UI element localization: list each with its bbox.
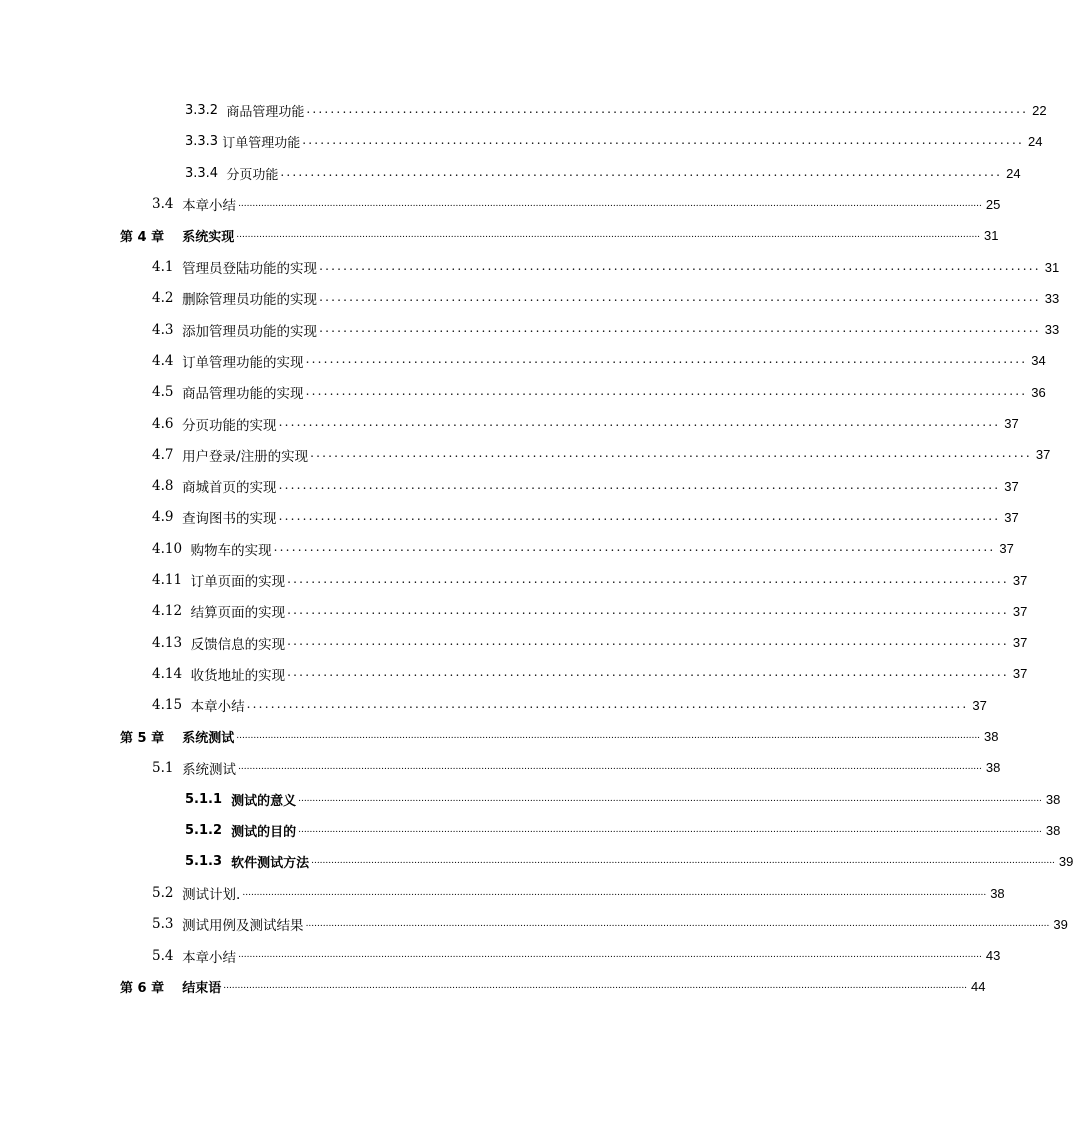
dot-leader: .................................................................................................................................................................................................................................................................... xyxy=(298,824,1042,835)
toc-entry-title: 查询图书的实现 xyxy=(182,511,277,528)
toc-entry-page-number: 37 xyxy=(999,541,1014,557)
toc-entry-page-number: 37 xyxy=(1035,447,1051,463)
toc-entry-page-number: 25 xyxy=(985,196,1001,212)
dot-leader: ........................................................................................................................ xyxy=(310,446,1032,461)
dot-leader: .................................................................................................................................................................................................................................................................... xyxy=(298,793,1042,804)
toc-entry[interactable] xyxy=(152,909,1068,940)
toc-entry-number: 5.4 xyxy=(152,947,183,964)
toc-entry[interactable] xyxy=(185,158,1021,189)
toc-entry-page-number: 37 xyxy=(1012,666,1028,682)
toc-entry-number: 4.5 xyxy=(152,384,183,401)
toc-entry-title: 订单页面的实现 xyxy=(190,574,286,590)
dot-leader: ........................................................................................................................ xyxy=(273,540,996,555)
dot-leader: ........................................................................................................................ xyxy=(280,164,1003,179)
toc-entry-number: 4.8 xyxy=(152,478,183,495)
toc-entry-number: 4.1 xyxy=(152,259,183,275)
toc-entry-page-number: 37 xyxy=(1004,478,1019,494)
dot-leader: ........................................................................................................................ xyxy=(278,508,1001,523)
toc-entry-page-number: 33 xyxy=(1044,322,1060,338)
toc-entry[interactable] xyxy=(185,95,1047,126)
toc-entry[interactable] xyxy=(152,314,1060,345)
toc-entry-number: 4.4 xyxy=(152,352,183,369)
dot-leader: ........................................................................................................................ xyxy=(319,258,1041,273)
toc-entry-title: 系统测试 xyxy=(182,761,237,778)
toc-entry-page-number: 38 xyxy=(985,760,1001,776)
toc-entry-title: 收货地址的实现 xyxy=(190,667,286,684)
toc-entry-number: 3.3.3 xyxy=(185,134,223,150)
toc-entry-number: 5.1.1 xyxy=(185,791,232,807)
toc-entry-title: 反馈信息的实现 xyxy=(190,636,286,653)
toc-entry-page-number: 38 xyxy=(1045,822,1061,838)
dot-leader: ........................................................................................................................ xyxy=(319,289,1041,304)
toc-entry[interactable] xyxy=(152,658,1028,689)
toc-entry[interactable] xyxy=(152,345,1046,376)
toc-entry-title: 测试用例及测试结果 xyxy=(182,918,304,935)
toc-entry-page-number: 37 xyxy=(1012,603,1028,619)
toc-entry-page-number: 39 xyxy=(1053,916,1068,932)
toc-entry-number: 4.6 xyxy=(152,415,183,432)
dot-leader: .................................................................................................................................................................................................................................................................... xyxy=(305,918,1050,929)
dot-leader: ........................................................................................................................ xyxy=(287,634,1009,649)
toc-entry-title: 测试的目的 xyxy=(231,824,297,840)
toc-entry[interactable] xyxy=(120,220,999,251)
toc-entry[interactable] xyxy=(185,846,1073,877)
toc-entry-title: 分页功能的实现 xyxy=(182,417,277,434)
dot-leader: ........................................................................................................................ xyxy=(302,133,1024,148)
toc-entry-page-number: 43 xyxy=(985,948,1001,964)
dot-leader: ........................................................................................................................ xyxy=(287,602,1009,617)
toc-entry-title: 测试计划. xyxy=(182,887,241,903)
dot-leader: ........................................................................................................................ xyxy=(287,665,1009,680)
toc-entry-number: 第 6 章 xyxy=(120,981,183,997)
toc-entry-title: 购物车的实现 xyxy=(190,542,272,559)
toc-entry[interactable] xyxy=(152,752,1001,783)
dot-leader: .................................................................................................................................................................................................................................................................... xyxy=(242,887,987,898)
dot-leader: ........................................................................................................................ xyxy=(319,321,1041,336)
toc-entry-title: 分页功能 xyxy=(226,167,279,183)
toc-entry-number: 5.1 xyxy=(152,759,183,776)
toc-entry-page-number: 38 xyxy=(984,729,999,744)
toc-entry[interactable] xyxy=(152,408,1019,439)
toc-entry-title: 用户登录/注册的实现 xyxy=(182,448,309,465)
dot-leader: ........................................................................................................................ xyxy=(305,383,1028,398)
toc-entry-number: 5.2 xyxy=(152,885,183,901)
toc-entry[interactable] xyxy=(185,784,1061,815)
toc-entry-page-number: 37 xyxy=(972,697,987,713)
toc-entry-title: 软件测试方法 xyxy=(231,856,310,872)
toc-entry-title: 本章小结 xyxy=(182,949,237,966)
toc-entry-number: 4.11 xyxy=(152,572,191,588)
toc-entry-number: 4.15 xyxy=(152,697,191,714)
dot-leader: .................................................................................................................................................................................................................................................................... xyxy=(238,762,982,773)
toc-entry[interactable] xyxy=(152,377,1046,408)
toc-entry-page-number: 22 xyxy=(1032,103,1047,118)
dot-leader: ........................................................................................................................ xyxy=(305,352,1028,367)
toc-entry-title: 系统测试 xyxy=(182,731,235,746)
toc-entry-number: 4.9 xyxy=(152,509,183,526)
toc-entry-page-number: 34 xyxy=(1031,353,1046,369)
toc-entry[interactable] xyxy=(152,502,1019,533)
toc-entry-number: 4.3 xyxy=(152,321,183,338)
dot-leader: .................................................................................................................................................................................................................................................................... xyxy=(236,230,981,241)
toc-entry-number: 4.12 xyxy=(152,603,191,620)
toc-entry-page-number: 37 xyxy=(1004,509,1019,525)
toc-entry-title: 删除管理员功能的实现 xyxy=(182,292,318,309)
toc-entry-page-number: 24 xyxy=(1027,134,1043,150)
toc-entry-title: 结束语 xyxy=(182,981,222,997)
toc-entry-title: 管理员登陆功能的实现 xyxy=(182,261,318,277)
toc-entry-number: 5.1.3 xyxy=(185,854,232,870)
dot-leader: .................................................................................................................................................................................................................................................................... xyxy=(223,981,968,992)
toc-entry-title: 订单管理功能的实现 xyxy=(182,354,304,371)
toc-entry[interactable] xyxy=(152,565,1028,596)
toc-entry-page-number: 24 xyxy=(1006,165,1021,181)
toc-entry[interactable] xyxy=(152,533,1014,564)
toc-entry[interactable] xyxy=(152,627,1028,658)
toc-entry[interactable] xyxy=(152,189,1001,220)
toc-entry-page-number: 37 xyxy=(1004,416,1019,431)
toc-entry-page-number: 38 xyxy=(1045,791,1061,807)
toc-entry-number: 第 5 章 xyxy=(120,731,183,746)
toc-entry-title: 订单管理功能 xyxy=(222,136,301,152)
dot-leader: .................................................................................................................................................................................................................................................................... xyxy=(238,198,982,209)
toc-entry-title: 结算页面的实现 xyxy=(190,605,286,622)
toc-entry-number: 3.3.4 xyxy=(185,165,227,181)
toc-entry-page-number: 31 xyxy=(1044,259,1060,275)
toc-entry-title: 商城首页的实现 xyxy=(182,480,277,497)
toc-entry-number: 第 4 章 xyxy=(120,230,183,246)
toc-entry-title: 本章小结 xyxy=(182,198,237,215)
toc-entry-number: 4.14 xyxy=(152,665,191,682)
toc-entry[interactable] xyxy=(120,971,986,1002)
dot-leader: ........................................................................................................................ xyxy=(306,102,1029,116)
toc-entry[interactable] xyxy=(152,596,1028,627)
toc-entry[interactable] xyxy=(120,721,999,752)
dot-leader: .................................................................................................................................................................................................................................................................... xyxy=(311,856,1055,867)
toc-entry-title: 测试的意义 xyxy=(231,793,297,809)
toc-entry-title: 商品管理功能 xyxy=(226,105,305,120)
toc-entry-title: 本章小结 xyxy=(190,699,245,716)
toc-entry[interactable] xyxy=(152,690,987,721)
toc-entry-page-number: 36 xyxy=(1031,384,1046,400)
toc-entry-title: 系统实现 xyxy=(182,230,235,246)
toc-entry[interactable] xyxy=(152,439,1051,470)
toc-entry-number: 3.3.2 xyxy=(185,103,227,118)
toc-entry-page-number: 31 xyxy=(984,228,999,244)
dot-leader: .................................................................................................................................................................................................................................................................... xyxy=(238,950,982,961)
dot-leader: .................................................................................................................................................................................................................................................................... xyxy=(236,731,981,741)
toc-entry[interactable] xyxy=(152,471,1019,502)
toc-entry-page-number: 37 xyxy=(1012,572,1028,588)
toc-entry[interactable] xyxy=(185,126,1043,157)
dot-leader: ........................................................................................................................ xyxy=(287,571,1009,586)
toc-entry-page-number: 44 xyxy=(971,979,986,995)
toc-entry-title: 商品管理功能的实现 xyxy=(182,386,304,403)
toc-entry-number: 4.7 xyxy=(152,446,183,463)
toc-entry-page-number: 37 xyxy=(1012,635,1028,651)
toc-entry[interactable] xyxy=(152,940,1001,971)
toc-entry-number: 4.10 xyxy=(152,540,191,557)
toc-entry[interactable] xyxy=(185,815,1061,846)
toc-entry-page-number: 38 xyxy=(990,885,1005,901)
toc-entry-number: 3.4 xyxy=(152,196,183,213)
toc-entry[interactable] xyxy=(152,252,1060,283)
toc-entry-page-number: 39 xyxy=(1058,854,1073,870)
dot-leader: ........................................................................................................................ xyxy=(246,696,969,711)
toc-entry-number: 5.3 xyxy=(152,916,183,933)
toc-entry-number: 4.13 xyxy=(152,634,191,651)
toc-entry-number: 4.2 xyxy=(152,290,183,307)
toc-entry[interactable] xyxy=(152,878,1005,909)
toc-entry[interactable] xyxy=(152,283,1060,314)
dot-leader: ........................................................................................................................ xyxy=(278,477,1001,492)
toc-entry-title: 添加管理员功能的实现 xyxy=(182,323,318,340)
toc-entry-page-number: 33 xyxy=(1044,290,1060,306)
dot-leader: ........................................................................................................................ xyxy=(278,415,1001,429)
toc-entry-number: 5.1.2 xyxy=(185,822,232,838)
